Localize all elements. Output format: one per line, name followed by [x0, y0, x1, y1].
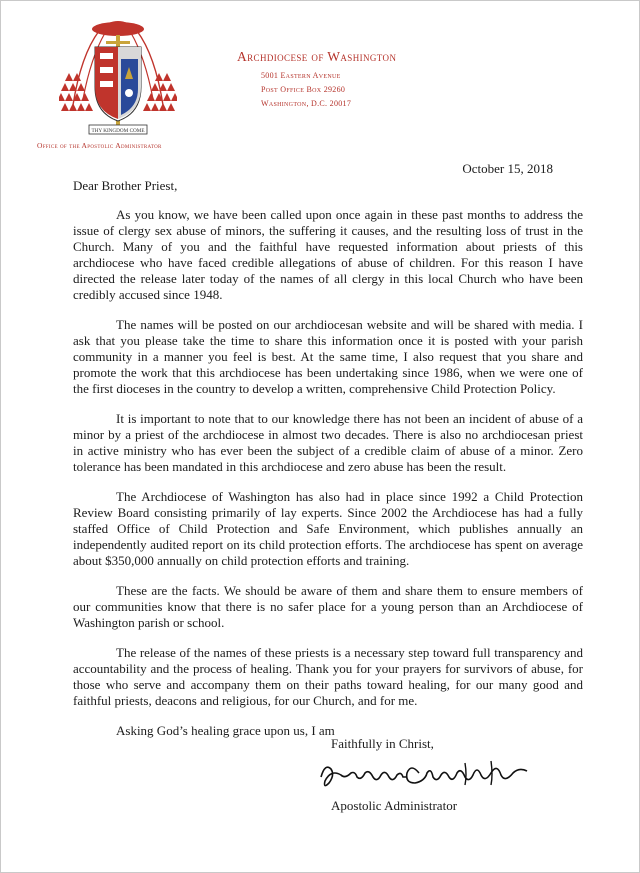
paragraph: The names will be posted on our archdiocesan website and will be shared with media. I ask that you please take the time to share this information once it is posted with your parish community in a manner you feel is best. At the same time, I also request that you share and promote the work that this archdiocese has been undertaking since 1986, when we were one of the first dioceses in the country to develop a written, comprehensive Child Protection Policy. [73, 317, 583, 396]
address-line: 5001 Eastern Avenue [261, 71, 341, 80]
address-line: Washington, D.C. 20017 [261, 99, 352, 108]
letter-date: October 15, 2018 [462, 161, 553, 176]
coat-of-arms-seal [59, 15, 177, 139]
letterhead [237, 49, 396, 111]
paragraph: These are the facts. We should be aware of them and share them to ensure members of our communities know that there is no safer place for a young person than an Archdiocese of Washington parish or school. [73, 583, 583, 630]
paragraph: The Archdiocese of Washington has also had in place since 1992 a Child Protection Review Board consisting primarily of lay experts. Since 2002 the Archdiocese has had a fully staffed Office of Child Protection and Safe Environment, which publishes annually an independently audited report on its child protection efforts. The archdiocese has spent on average about $350,000 annually on child protection efforts and training. [73, 489, 583, 568]
handwritten-signature [315, 755, 535, 793]
letter-body [73, 207, 583, 753]
final-line: Asking God’s healing grace upon us, I am [116, 723, 335, 738]
salutation: Dear Brother Priest, [73, 178, 178, 193]
closing: Faithfully in Christ, [331, 736, 434, 751]
seal-motto: THY KINGDOM COME [91, 128, 145, 134]
address-line: Post Office Box 29260 [261, 85, 346, 94]
signer-title: Apostolic Administrator [331, 798, 458, 813]
office-title: Office of the Apostolic Administrator [37, 141, 162, 150]
paragraph: As you know, we have been called upon once again in these past months to address the issue of clergy sex abuse of minors, the suffering it causes, and the resulting loss of trust in the Church. Many of you and the faithful have requested information about priests of this archdiocese who have faced credible allegations of abuse of children. For this reason I have directed the release later today of the names of all clergy in this local Church who have been credibly accused since 1948. [73, 207, 583, 302]
paragraph: It is important to note that to our knowledge there has not been an incident of abuse of a minor by a priest of the archdiocese in almost two decades. There is also no archdiocesan priest in active ministry who has ever been the subject of a credible claim of abuse of a minor. Zero tolerance has been mandated in this archdiocese and zero abuse has been the result. [73, 411, 583, 474]
organization-name: Archdiocese of Washington [237, 49, 397, 64]
paragraph: The release of the names of these priests is a necessary step toward full transparency and accountability and the process of healing. Thank you for your prayers for survivors of abuse, for those who serve and accompany them on their paths toward healing, for our many good and faithful priests, deacons and religious, for our Church, and for me. [73, 645, 583, 708]
